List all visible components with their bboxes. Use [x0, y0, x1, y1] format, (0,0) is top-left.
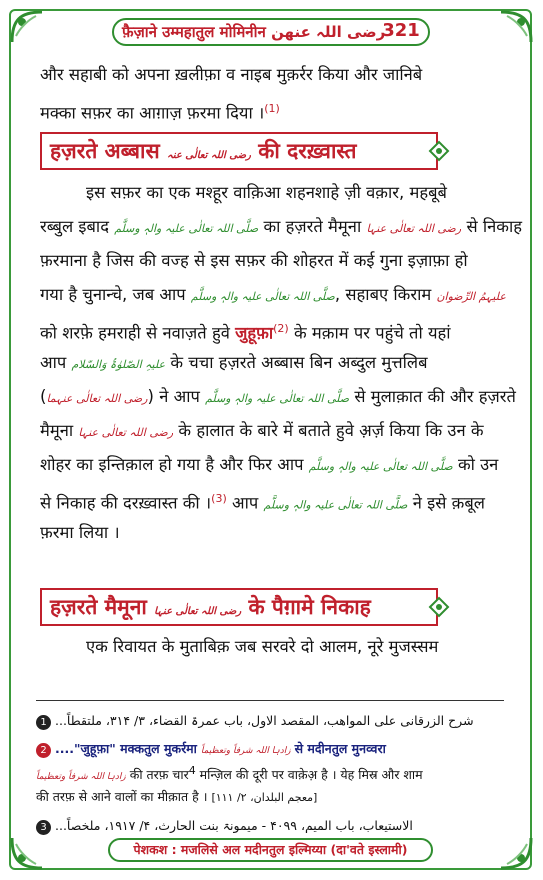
text-line: मैमूना رضی اللہ تعالٰی عنہا के हालात के बारे में बताते हुवे अ़र्ज़ किया कि उन के — [40, 421, 484, 440]
text-line: से निकाह की दरख़्वास्त की ।$^{(3)}$ आप صلَّی اللہ تعالٰی علیہ والہٖ وسلَّم ने इसे क़बूल — [40, 492, 485, 513]
footnote-1: 1 ...شرح الزرقانی علی المواهب، المقصد الاول، باب عمرۃ القضاء، ۳/ ۳۱۴، ملتقطاً — [36, 711, 504, 731]
paragraph-main — [40, 176, 523, 550]
section-heading: हज़रते मैमूना رضی اللہ تعالٰی عنہا के पैग़ामे निकाह — [40, 588, 438, 626]
publisher-footer: पेशकश : मजलिसे अल मदीनतुल इल्मिय्या (दा'वते इस्लामी) — [108, 838, 433, 862]
footnote-2-cont: زادہا اللہ شرفاً وتعظیماً की तरफ़ चार4 मन्ज़िल की दूरी पर वाक़ेअ़ है । येह मिस्र और शाम — [36, 764, 423, 783]
footnote-2: 2 ...."जुहूफ़ा" मक्कतुल मुकर्रमा زادہا اللہ شرفاً وتعظیماً से मदीनतुल मुनव्वरा — [36, 739, 504, 761]
paragraph-continuation — [40, 630, 500, 664]
text-line: गया है चुनान्चे, जब आप صلَّی اللہ تعالٰی علیہ والہٖ وسلَّم, सहाबए किराम علیہمُ الرِّضوان — [40, 285, 506, 304]
honorific: رضی اللہ تعالٰی عنہ — [166, 150, 251, 161]
page-number: 321 — [382, 20, 420, 41]
text-line: शोहर का इन्तिक़ाल हो गया है और फिर आप صلَّی اللہ تعالٰی علیہ والہٖ وسلَّم को उन — [40, 455, 499, 474]
text-line: इस सफ़र का एक मश्हूर वाक़िआ शहनशाहे ज़ी वक़ार, महबूबे — [86, 183, 447, 202]
text-line: एक रिवायत के मुताबिक़ जब सरवरे दो आलम, नूरे मुजस्सम — [86, 637, 439, 656]
corner-ornament-icon — [10, 836, 44, 870]
book-title: फ़ैज़ाने उम्महातुल मोमिनीन رضی اللہ عنھن — [122, 23, 386, 41]
corner-ornament-icon — [10, 10, 44, 44]
text-line: फ़रमाना है जिस की वज्ह से इस सफ़र की शोहरत में कई गुना इज़ाफ़ा हो — [40, 251, 468, 270]
footnote-ref: (2) — [273, 322, 289, 335]
corner-ornament-icon — [499, 10, 533, 44]
text-line: रब्बुल इबाद صلَّی اللہ تعالٰی علیہ والہٖ وسلَّم का हज़रते मैमूना رضی اللہ تعالٰی عنہا से निकाह — [40, 217, 523, 236]
text-line: मक्का सफ़र का आग़ाज़ फ़रमा दिया ।$^{(1)}$ — [40, 102, 280, 123]
text-line: आप علیہِ الصّلوٰۃُ وَالسّلام के चचा हज़रते अब्बास बिन अब्दुल मुत्तलिब — [40, 353, 428, 372]
ornament-icon — [428, 140, 450, 162]
footnote-2-cont: की तरफ़ से आने वालों का मीक़ात है । [معجم البلدان، ۲/ ۱۱۱] — [36, 789, 318, 805]
section-heading: हज़रते अब्बास رضی اللہ تعالٰی عنہ की दरख़्वास्त — [40, 132, 438, 170]
text-line: फ़रमा लिया । — [40, 523, 120, 542]
text-line: को शरफ़े हमराही से नवाज़ते हुवे जुहूफ़ा$^{(2)}$ के मक़ाम पर पहुंचे तो यहां — [40, 322, 451, 343]
honorific: رضی اللہ تعالٰی عنہا — [154, 606, 242, 617]
ornament-icon — [428, 596, 450, 618]
footnote-ref: (1) — [264, 102, 280, 115]
footnotes — [36, 700, 504, 836]
corner-ornament-icon — [499, 836, 533, 870]
footnote-ref: (3) — [211, 492, 227, 505]
footnote-3: 3 ...الاستیعاب، باب المیم، ۴۰۹۹ - میمونۃ بنت الحارث، ۴/ ۱۹۱۷، ملخصاً — [36, 816, 504, 836]
text-line: (رضی اللہ تعالٰی عنہما) ने आप صلَّی اللہ تعالٰی علیہ والہٖ وسلَّم से मुलाक़ात की और हज़रते — [40, 387, 516, 406]
text-line: और सहाबी को अपना ख़लीफ़ा व नाइब मुक़र्रर किया और जानिबे — [40, 65, 423, 84]
paragraph-intro — [40, 58, 500, 126]
